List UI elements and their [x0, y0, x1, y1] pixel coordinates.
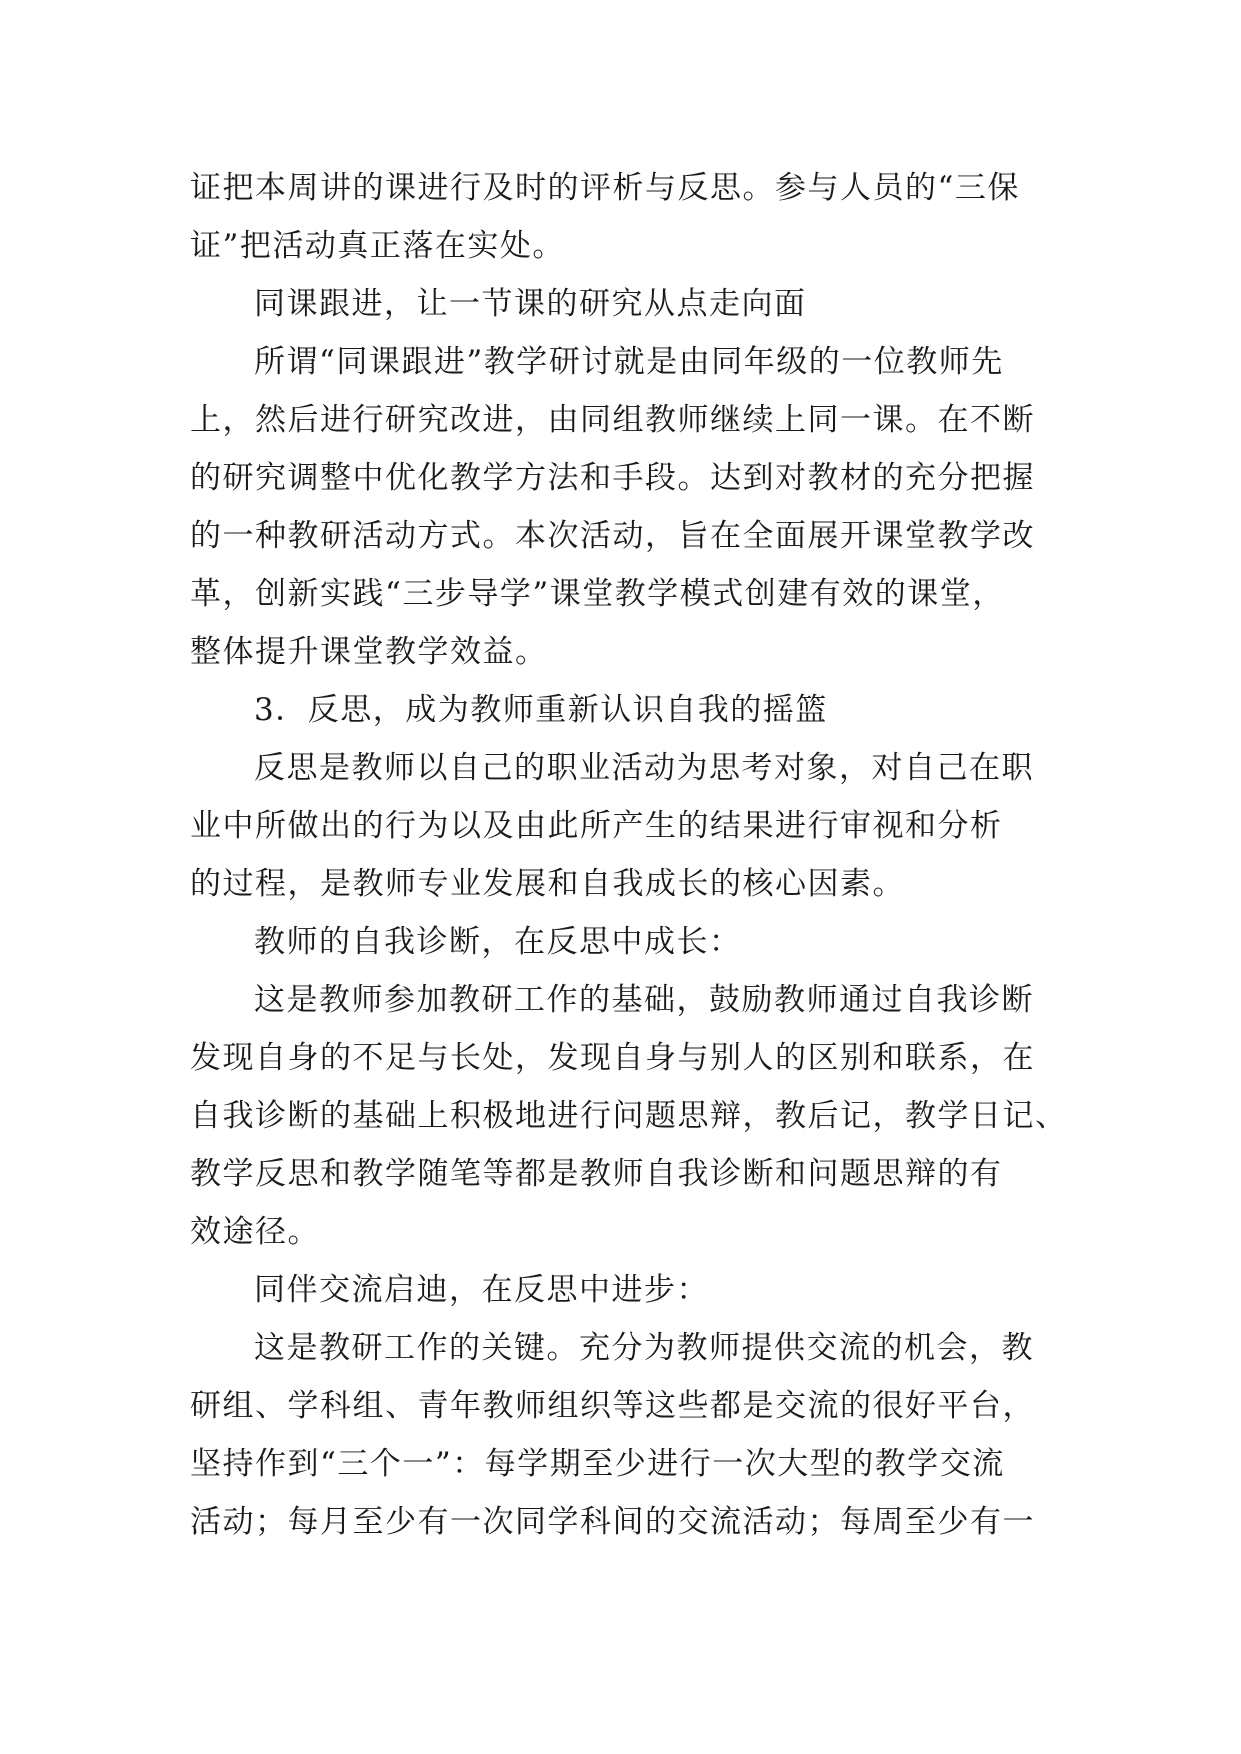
text-line: 证把本周讲的课进行及时的评析与反思。参与人员的“三保 [190, 170, 1020, 206]
text-line: 教学反思和教学随笔等都是教师自我诊断和问题思辩的有 [190, 1156, 1003, 1192]
text-line: 研组、学科组、青年教师组织等这些都是交流的很好平台， [190, 1388, 1035, 1424]
section-heading: 教师的自我诊断，在反思中成长： [254, 924, 742, 960]
text-line: 活动；每月至少有一次同学科间的交流活动；每周至少有一 [190, 1504, 1035, 1540]
text-line: 的研究调整中优化教学方法和手段。达到对教材的充分把握 [190, 460, 1035, 496]
text-line: 效途径。 [190, 1214, 320, 1250]
text-line: 证”把活动真正落在实处。 [190, 228, 565, 264]
text-line: 发现自身的不足与长处，发现自身与别人的区别和联系，在 [190, 1040, 1035, 1076]
section-heading: 同课跟进，让一节课的研究从点走向面 [254, 286, 807, 322]
text-line: 坚持作到“三个一”：每学期至少进行一次大型的教学交流 [190, 1446, 1005, 1482]
text-line: 反思是教师以自己的职业活动为思考对象，对自己在职 [254, 750, 1034, 786]
text-line: 整体提升课堂教学效益。 [190, 634, 548, 670]
text-line: 所谓“同课跟进”教学研讨就是由同年级的一位教师先 [254, 344, 1004, 380]
text-line: 革，创新实践“三步导学”课堂教学模式创建有效的课堂， [190, 576, 1005, 612]
text-line: 上，然后进行研究改进，由同组教师继续上同一课。在不断 [190, 402, 1035, 438]
text-line: 的一种教研活动方式。本次活动，旨在全面展开课堂教学改 [190, 518, 1035, 554]
text-line: 的过程，是教师专业发展和自我成长的核心因素。 [190, 866, 905, 902]
text-line: 业中所做出的行为以及由此所产生的结果进行审视和分析 [190, 808, 1003, 844]
section-heading: 3．反思，成为教师重新认识自我的摇篮 [254, 692, 828, 728]
text-line: 这是教师参加教研工作的基础，鼓励教师通过自我诊断 [254, 982, 1034, 1018]
section-heading: 同伴交流启迪，在反思中进步： [254, 1272, 709, 1308]
text-line: 这是教研工作的关键。充分为教师提供交流的机会，教 [254, 1330, 1034, 1366]
text-line: 自我诊断的基础上积极地进行问题思辩，教后记，教学日记、 [190, 1098, 1068, 1134]
